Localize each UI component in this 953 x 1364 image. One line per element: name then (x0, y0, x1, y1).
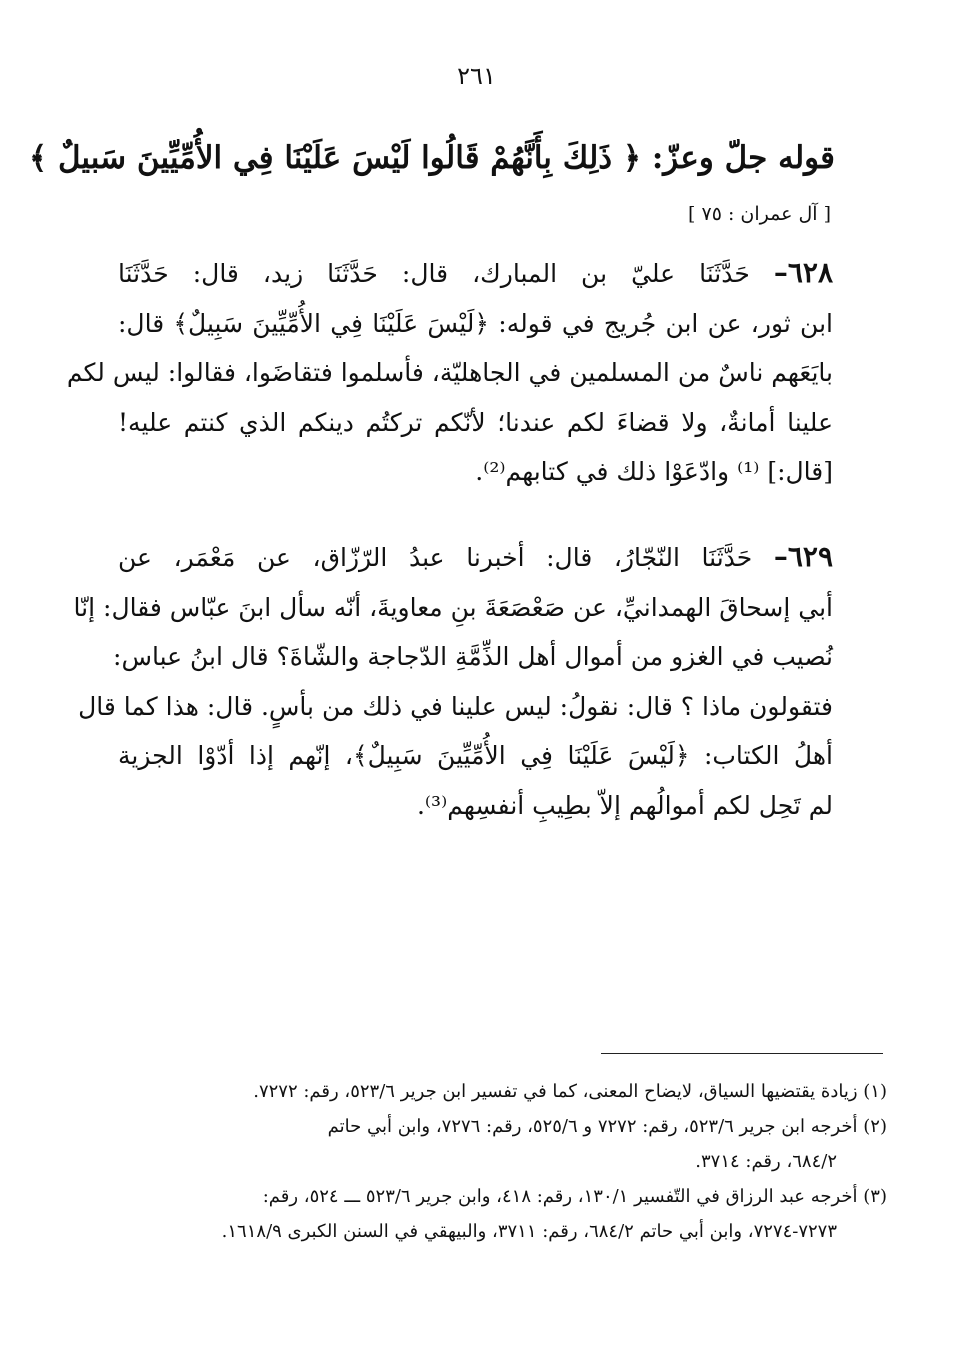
footnote-2: (٢) أخرجه ابن جرير ٥٢٣/٦، رقم: ٧٢٧٢ و ٥٢٥/٦، رقم: ٧٢٧٦، وابن أبي حاتم (327, 1116, 887, 1137)
hadith-628 (66, 248, 834, 497)
footnote-3-continued: ٧٢٧٣-٧٢٧٤، وابن أبي حاتم ٦٨٤/٢، رقم: ٣٧١١، والبيهقي في السنن الكبرى ١٦١٨/٩. (221, 1221, 837, 1242)
hadith-628-line-4: علينا أمانةٌ، ولا قضاءَ لكم عندنا؛ لأنّكم تركتُم دينكم الذي كنتم عليه! (118, 407, 833, 437)
hadith-629-line-5: أهلُ الكتاب: ﴿لَيْسَ عَلَيْنَا فِي الأُمِّيِّينَ سَبِيلٌ﴾، إنّهم إذا أدّوْا الجزية (118, 741, 833, 770)
surah-reference: [ آل عمران : ٧٥ ] (688, 203, 831, 225)
hadith-629 (73, 532, 833, 830)
hadith-628-line-1 (118, 248, 833, 299)
page-number: ٢٦١ (457, 62, 496, 90)
footnote-2-continued: ٦٨٤/٢، رقم: ٣٧١٤. (695, 1151, 837, 1172)
hadith-629-line-6: لم تَحِل لكم أموالُهم إلاّ بطِيبِ أنفسِهم⁽³⁾. (416, 790, 833, 820)
hadith-628-number: ٦٢٨– (773, 256, 834, 289)
hadith-629-line-2: أبي إسحاقَ الهمدانيِّ، عن صَعْصَعَةَ بنِ معاويةَ، أنّه سأل ابنَ عبّاس فقال: إنّا (73, 592, 833, 622)
hadith-628-line-5: [قال:] ⁽¹⁾ وادّعَوْا ذلك في كتابهم⁽²⁾. (475, 457, 833, 486)
hadith-629-line-1 (118, 532, 833, 583)
footnote-3: (٣) أخرجه عبد الرزاق في التّفسير ١٣٠/١، رقم: ٤١٨، وابن جرير ٥٢٣/٦ ـــ ٥٢٤، رقم: (262, 1186, 887, 1207)
hadith-629-line-4: فتقولون ماذا ؟ قال: نقولُ: ليس علينا في ذلك من بأسٍ. قال: هذا كما قال (78, 691, 833, 721)
footnotes (117, 1074, 887, 1249)
hadith-629-line-3: نُصيب في الغزو من أموال أهل الذِّمَّةِ الدّجاجة والشّاةَ؟ قال ابنُ عباس: (113, 642, 833, 671)
hadith-628-line-2: ابن ثور، عن ابن جُريج في قوله: ﴿لَيْسَ عَلَيْنَا فِي الأُمِّيِّينَ سَبِيلٌ﴾ قال: (118, 308, 833, 338)
section-heading: قوله جلّ وعزّ: ﴿ ذَلِكَ بِأَنَّهُمْ قَالُوا لَيْسَ عَلَيْنَا فِي الأُمِّيِّينَ سَبيلٌ ﴾ (29, 140, 835, 176)
footnote-1: (١) زيادة يقتضيها السياق، لايضاح المعنى، كما في تفسير ابن جرير ٥٢٣/٦، رقم: ٧٢٧٢. (253, 1081, 887, 1102)
hadith-628-line-1-text: حَدَّثَنَا عليّ بن المبارك، قال: حَدَّثَنَا زيد، قال: حَدَّثَنَا (118, 259, 750, 288)
footnote-separator (601, 1053, 883, 1054)
hadith-629-number: ٦٢٩– (773, 540, 833, 573)
hadith-628-line-3: بايَعَهم ناسٌ من المسلمين في الجاهليّة، فأسلموا فتقاضَوا، فقالوا: ليس لكم (66, 358, 833, 387)
hadith-629-line-1-text: حَدَّثَنَا النّجّارُ، قال: أخبرنا عبدُ الرّزّاق، عن مَعْمَر، عن (118, 543, 753, 572)
